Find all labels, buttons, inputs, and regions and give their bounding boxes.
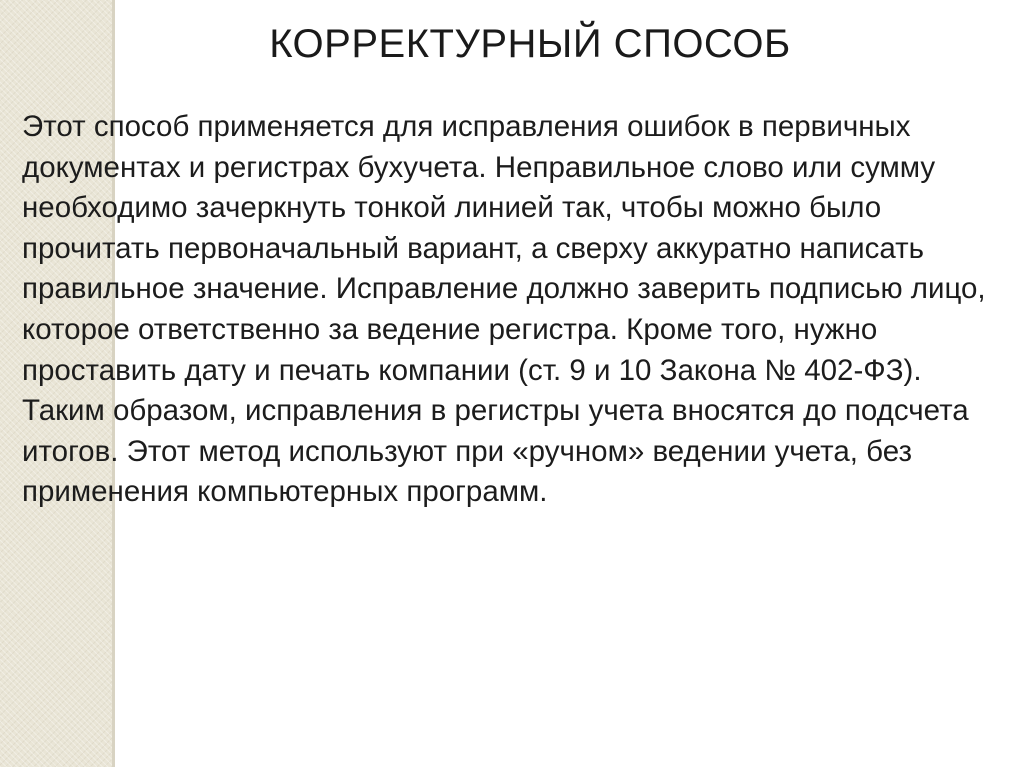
slide-title: КОРРЕКТУРНЫЙ СПОСОБ bbox=[269, 22, 791, 66]
slide-body-text: Этот способ применяется для исправления ошибок в первичных документах и регистрах бухучета. Неправильное слово или сумму необходимо зачеркнуть тонкой линией так, чтобы можно было прочитать первоначальный вариант, а сверху аккуратно написать правильное значение. Исправление должно заверить подписью лицо, которое ответственно за ведение регистра. Кроме того, нужно проставить дату и печать компании (ст. 9 и 10 Закона № 402-ФЗ). Таким образом, исправления в регистры учета вносятся до подсчета итогов. Этот метод используют при «ручном» ведении учета, без применения компьютерных программ. bbox=[22, 110, 986, 509]
